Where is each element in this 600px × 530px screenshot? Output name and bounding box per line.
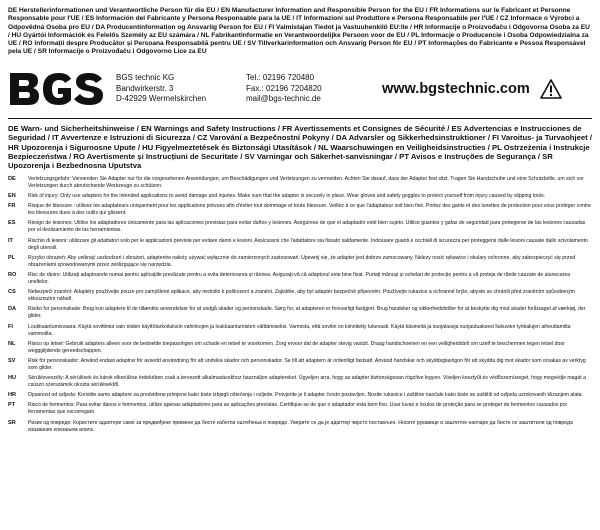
- language-code: PL: [8, 254, 16, 261]
- address-line: BGS technic KG: [116, 73, 175, 83]
- language-code: RO: [8, 271, 17, 278]
- warning-item: [8, 420, 592, 434]
- warning-item: [8, 341, 592, 355]
- warning-item: [8, 392, 592, 399]
- warnings-list: [8, 176, 592, 434]
- warning-text: Risco de ferimentos: Para evitar danos e ferimentos, utilize apenas adaptadores para as aplicações previstas. Certifique-se de que o adaptador está bem fixo. Usar luvas e óculos de proteção para se proteger de ferimentos causados por ferramentas que escorregam.: [28, 402, 568, 416]
- bgs-technic-logo: [8, 71, 106, 107]
- warning-item: [8, 272, 592, 286]
- language-code: SV: [8, 357, 16, 364]
- company-address: [116, 73, 234, 105]
- company-block: [8, 69, 592, 109]
- language-code: DA: [8, 306, 17, 313]
- warning-text: Riesgo de lesiones: Utilice los adaptadores únicamente para las aplicaciones previstas para evitar daños y lesiones. Asegúrese de que el adaptador esté bien sujeto. Utilice guantes y gafas de seguridad para protegerse de las lesiones causadas por el deslizamiento de las herramientas.: [28, 220, 586, 234]
- language-code: PT: [8, 402, 16, 409]
- website-url: www.bgstechnic.com: [382, 80, 530, 97]
- language-code: SR: [8, 419, 16, 426]
- warning-text: Loukkaantumisvaara: Käytä sovittimia vain niiden käyttötarkoituksiin vahinkojen ja loukkaantumisten välttämiseksi. Varmista, että sovitin on kiinnitetty tukevasti. Käytä käsineitä ja suojalaseja suojautuaksesi liukuvien työkalujen aiheuttamilta vammoilta.: [28, 323, 571, 337]
- warning-item: [8, 306, 592, 320]
- fax-number: Fax.: 02196 7204820: [246, 83, 322, 93]
- address-line: Bandwirkerstr. 3: [116, 83, 174, 93]
- warning-item: [8, 324, 592, 338]
- warning-text: Risk för personskador: Använd endast adaptrar för avsedd användning för att undvika skador och personskador. Se till att adaptern är ordentligt fastsatt. Använd handskar och skyddsglasögon för att skydda dig mot skador som orsakas av verktyg som glider.: [28, 357, 586, 371]
- divider: [8, 118, 592, 119]
- warning-text: Nebezpečí zranění: Adaptéry používejte pouze pro zamýšlené aplikace, aby nedošlo k poškození a zranění. Zajistěte, aby byl adaptér bezpečně připevněn. Používejte rukavice a ochranné brýle, abyste se chránili před zraněním způsobeným sklouznutím nářadí.: [28, 289, 575, 303]
- warning-item: [8, 289, 592, 303]
- language-code: IT: [8, 237, 13, 244]
- email-address: mail@bgs-technic.de: [246, 94, 321, 104]
- language-code: EN: [8, 193, 16, 199]
- warning-text: Risk of injury: Only use adapters for the intended applications to avoid damage and injuries. Make sure that the adapter is securely in place. Wear gloves and safety goggles to protect yourself from injury caused by slipping tools.: [28, 193, 546, 199]
- language-code: NL: [8, 340, 16, 347]
- warning-text: Risc de rănire: Utilizați adaptoarele numai pentru aplicațiile prevăzute pentru a evita deteriorarea și rănirea. Asigurați-vă că adaptorul este bine fixat. Purtați mănuși și ochelari de protecție pentru a vă proteja de rănile cauzate de alunecarea uneltelor.: [28, 271, 571, 285]
- warning-item: [8, 176, 592, 190]
- language-code: DE: [8, 175, 16, 182]
- company-contact: [246, 73, 374, 105]
- warning-triangle-icon: [540, 79, 562, 99]
- warning-item: [8, 203, 592, 217]
- warning-text: Risque de blessure : utilisez les adaptateurs uniquement pour les applications prévues afin d'éviter tout dommage et toute blessure. Veillez à ce que l'adaptateur soit bien fixé. Portez des gants et des lunettes de protection pour vous protéger contre les blessures dues à des outils qui glissent.: [28, 203, 591, 217]
- language-code: FR: [8, 203, 16, 210]
- warning-text: Opasnost od ozljeda: Koristite samo adaptere za predviđene primjene kako biste izbjegli oštećenja i ozljede. Provjerite je li adapter čvrsto postavljen. Nosite rukavice i zaštitne naočale kako biste se zaštitili od ozljeda uzrokovanih klizanjem alata.: [28, 392, 583, 399]
- document-page: [8, 0, 592, 434]
- warning-text: Risico op letsel: Gebruik adapters alleen voor de bedoelde toepassingen om schade en letsel te voorkomen. Zorg ervoor dat de adapter stevig vastzit. Draag handschoenen en een veiligheidsbril om uzelf te beschermen tegen letsel door weggglijdende gereedschappen.: [28, 340, 565, 354]
- warning-item: [8, 220, 592, 234]
- phone-number: Tel.: 02196 720480: [246, 73, 315, 83]
- warning-text: Ryzyko obrażeń: Aby uniknąć uszkodzeń i obrażeń, adapterów należy używać wyłącznie do zamierzonych zastosowań. Upewnij się, że adapter jest dobrze zamocowany. Należy nosić rękawice i okulary ochronne, aby zabezpieczyć się przed obrażeniami spowodowanymi przez ześlizgujące się narzędzia.: [28, 254, 576, 268]
- warning-item: [8, 358, 592, 372]
- manufacturer-info-heading: DE Herstellerinformationen und Verantwortliche Person für die EU / EN Manufacturer Information and Responsible Person for the EU / FR Informations sur le Fabricant et Personne Responsable pour l'UE / ES Información del Fabricante y Persona Responsable para la UE / IT Informazioni sul Produttore e Persona Responsabile per l'UE / CZ Informace o Výrobci a Odpovědná Osoba pro EU / DA Producentinformation og Ansvarlig Person for EU / FI Valmistajan Tiedot ja Vastuuhenkilö EU:lle / HR Informacije o Proizvođaču i Odgovorna Osoba za EU / HU Gyártói Információk és Felelős Személy az EU számára / NL Fabrikantinformatie en Verantwoordelijke Persoon voor de EU / PL Informacje o Producencie i Osoba Odpowiedzialna za UE / RO Informații despre Producător și Persoana Responsabilă pentru UE / SV Tillverkarinformation och Ansvarig Person för EU / PT Informações do Fabricante e Pessoa Responsável pela UE / SR Informacije o Proizvođaču i Odgovorno Lice za EU: [8, 7, 590, 56]
- warning-text: Sérülésveszély: A sérülések és károk elkerülése érdekében csak a tervezett alkalmazásokhoz használjon adaptereket. Ügyeljen arra, hogy az adapter biztonságosan rögzítve legyen. Viseljen kesztyűt és védőszemüveget, hogy megvédje magát a csúszó szerszámok okozta sérülésektől.: [28, 375, 586, 389]
- language-code: FI: [8, 323, 13, 330]
- warning-text: Rischio di lesioni: utilizzare gli adattatori solo per le applicazioni previste per evitare danni e lesioni. Assicurarsi che l'adattatore sia fissato saldamente. Indossare guanti e occhiali di sicurezza per proteggersi dalle lesioni causate dallo scivolamento degli utensili.: [28, 237, 588, 251]
- address-line: D-42929 Wermelskirchen: [116, 94, 207, 104]
- language-code: HU: [8, 375, 17, 382]
- warning-text: Verletzungsgefahr: Verwenden Sie Adapter nur für die vorgesehenen Anwendungen, um Beschädigungen und Verletzungen zu vermeiden. Achten Sie darauf, dass der Adapter fest sitzt. Tragen Sie Handschuhe und eine Schutzbrille, um sich vor Verletzungen durch abrutschende Werkzeuge zu schützen.: [28, 175, 584, 189]
- warnings-heading: DE Warn- und Sicherheitshinweise / EN Warnings and Safety Instructions / FR Avertissements et Consignes de Sécurité / ES Advertencias e Instrucciones de Seguridad / IT Avvertenze e Istruzioni di Sicurezza / CZ Varování a Bezpečnostní Pokyny / DA Advarsler og Sikkerhedsinstruktioner / FI Varoitus- ja Turvaohjeet / HR Upozorenja i Sigurnosne Upute / HU Figyelmeztetések és Biztonsági Utasítások / NL Waarschuwingen en Veiligheidsinstructies / PL Ostrzeżenia i Instrukcje Bezpieczeństwa / RO Avertismente și Instrucțiuni de Securitate / SV Varningar och Säkerhet-sanvisningar / PT Avisos e Instruções de Segurança / SR Upozorenja i Bezbednosna Uputstva: [8, 123, 592, 171]
- warning-text: Risiko for personskade: Brug kun adaptere til de tiltænkte anvendelser for at undgå skader og personskade. Sørg for, at adapteren er forsvarligt fastgjort. Brug handsker og sikkerhedsbriller for at beskytte dig mod skader forårsaget af værktøj, der glider.: [28, 306, 586, 320]
- warning-item: [8, 375, 592, 389]
- warning-item: [8, 238, 592, 252]
- warning-item: [8, 193, 592, 200]
- warning-item: [8, 255, 592, 269]
- language-code: HR: [8, 392, 17, 399]
- warning-item: [8, 402, 592, 416]
- warning-text: Ризик од повреде: Користите адаптере само за предвиђене примене да бисте избегли оштећења и повреде. Уверите се да је адаптер чврсто постављен. Носите рукавице и заштитне наочаре да бисте се заштитили од повреда изазваних клизањем алата.: [28, 419, 573, 433]
- language-code: ES: [8, 220, 16, 227]
- language-code: CS: [8, 289, 16, 296]
